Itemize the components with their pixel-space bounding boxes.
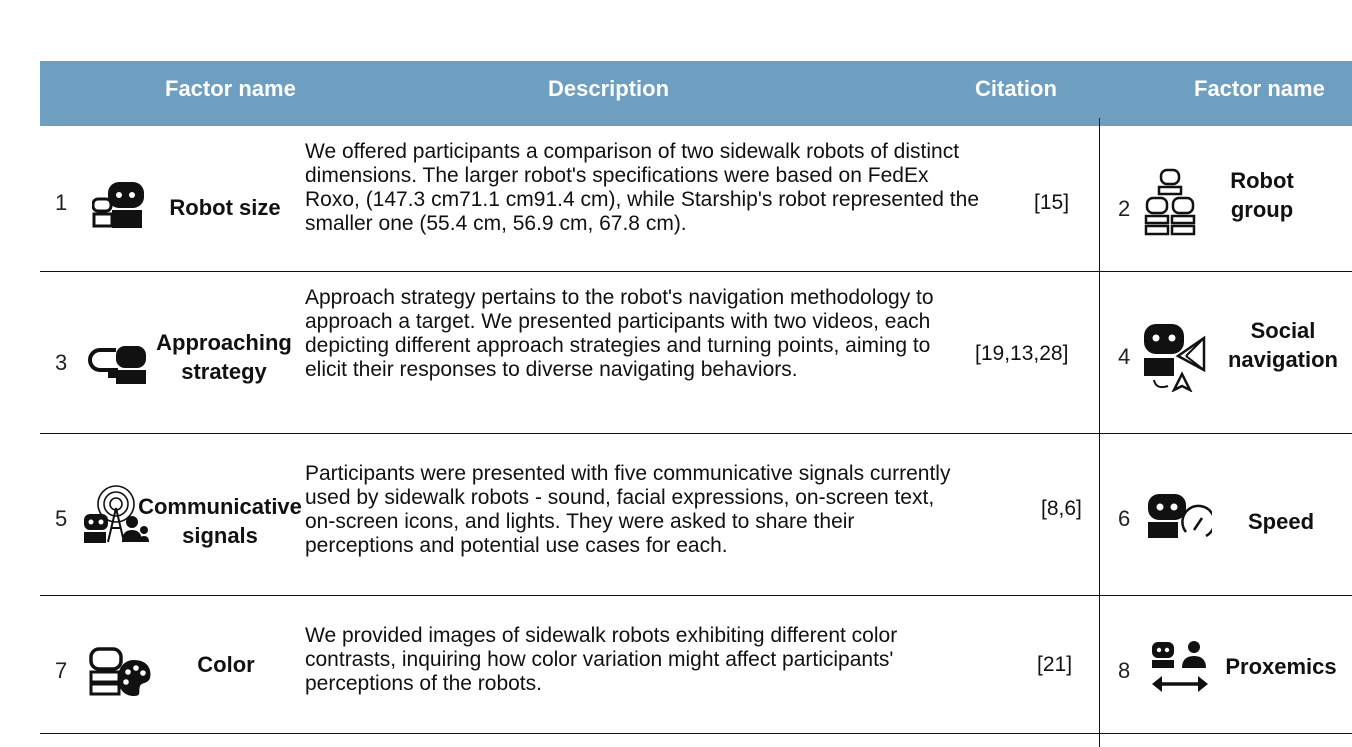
table-header xyxy=(40,61,1352,126)
header-citation: Citation xyxy=(975,76,1057,101)
table-row xyxy=(0,596,1352,733)
factor-citation: [21] xyxy=(1037,653,1073,676)
robot-group-icon xyxy=(1144,168,1196,236)
factor-number: 3 xyxy=(55,350,68,375)
factor-name: Speed xyxy=(1247,509,1315,534)
header-factor-name: Factor name xyxy=(165,76,296,101)
factor-number: 7 xyxy=(55,658,68,683)
row-divider xyxy=(40,733,1352,734)
factor-name: Robot size xyxy=(169,195,281,220)
factor-description: Participants were presented with five communicative signals currently used by sidewalk robots - sound, facial expressions, on-screen text, on-screen icons, and lights. They were asked to share their perceptions and potential use cases for each. xyxy=(305,462,951,557)
table-row xyxy=(0,272,1352,433)
header-description: Description xyxy=(548,76,670,101)
factor-name: Robot group xyxy=(1230,168,1294,222)
factor-description: We offered participants a comparison of two sidewalk robots of distinct dimensions. The larger robot's specifications were based on FedEx Roxo, (147.3 cm71.1 cm91.4 cm), while Starship's robot represented the smaller one (55.4 cm, 56.9 cm, 67.8 cm). xyxy=(305,140,979,235)
factor-number: 1 xyxy=(55,190,68,215)
color-palette-icon xyxy=(88,646,152,698)
factor-name: Proxemics xyxy=(1225,654,1337,679)
factor-name: Color xyxy=(197,652,255,677)
proxemics-icon xyxy=(1150,640,1210,696)
factor-citation: [15] xyxy=(1034,191,1070,214)
factor-number: 2 xyxy=(1118,196,1131,221)
factor-number: 4 xyxy=(1118,344,1131,369)
factor-name: Social navigation xyxy=(1227,318,1338,372)
speed-icon xyxy=(1146,492,1212,542)
table-row xyxy=(0,434,1352,595)
factor-number: 8 xyxy=(1118,658,1131,683)
factor-name: Approaching strategy xyxy=(156,330,292,384)
robot-size-icon xyxy=(92,180,148,230)
factor-number: 6 xyxy=(1118,506,1131,531)
factor-name: Communicative signals xyxy=(138,494,302,548)
header-factor-name-right: Factor name xyxy=(1194,76,1325,101)
factor-description: We provided images of sidewalk robots exhibiting different color contrasts, inquiring how color variation might affect participants' perceptions of the robots. xyxy=(305,624,898,695)
factor-citation: [19,13,28] xyxy=(975,342,1069,365)
factor-citation: [8,6] xyxy=(1041,497,1082,520)
social-navigation-icon xyxy=(1142,320,1210,392)
table-row xyxy=(0,130,1352,270)
factor-number: 5 xyxy=(55,506,68,531)
factor-description: Approach strategy pertains to the robot's navigation methodology to approach a target. We presented participants with two videos, each depicting different approach strategies and turning points, aiming to elicit their responses to diverse navigating behaviors. xyxy=(305,286,934,381)
approaching-strategy-icon xyxy=(86,342,148,386)
